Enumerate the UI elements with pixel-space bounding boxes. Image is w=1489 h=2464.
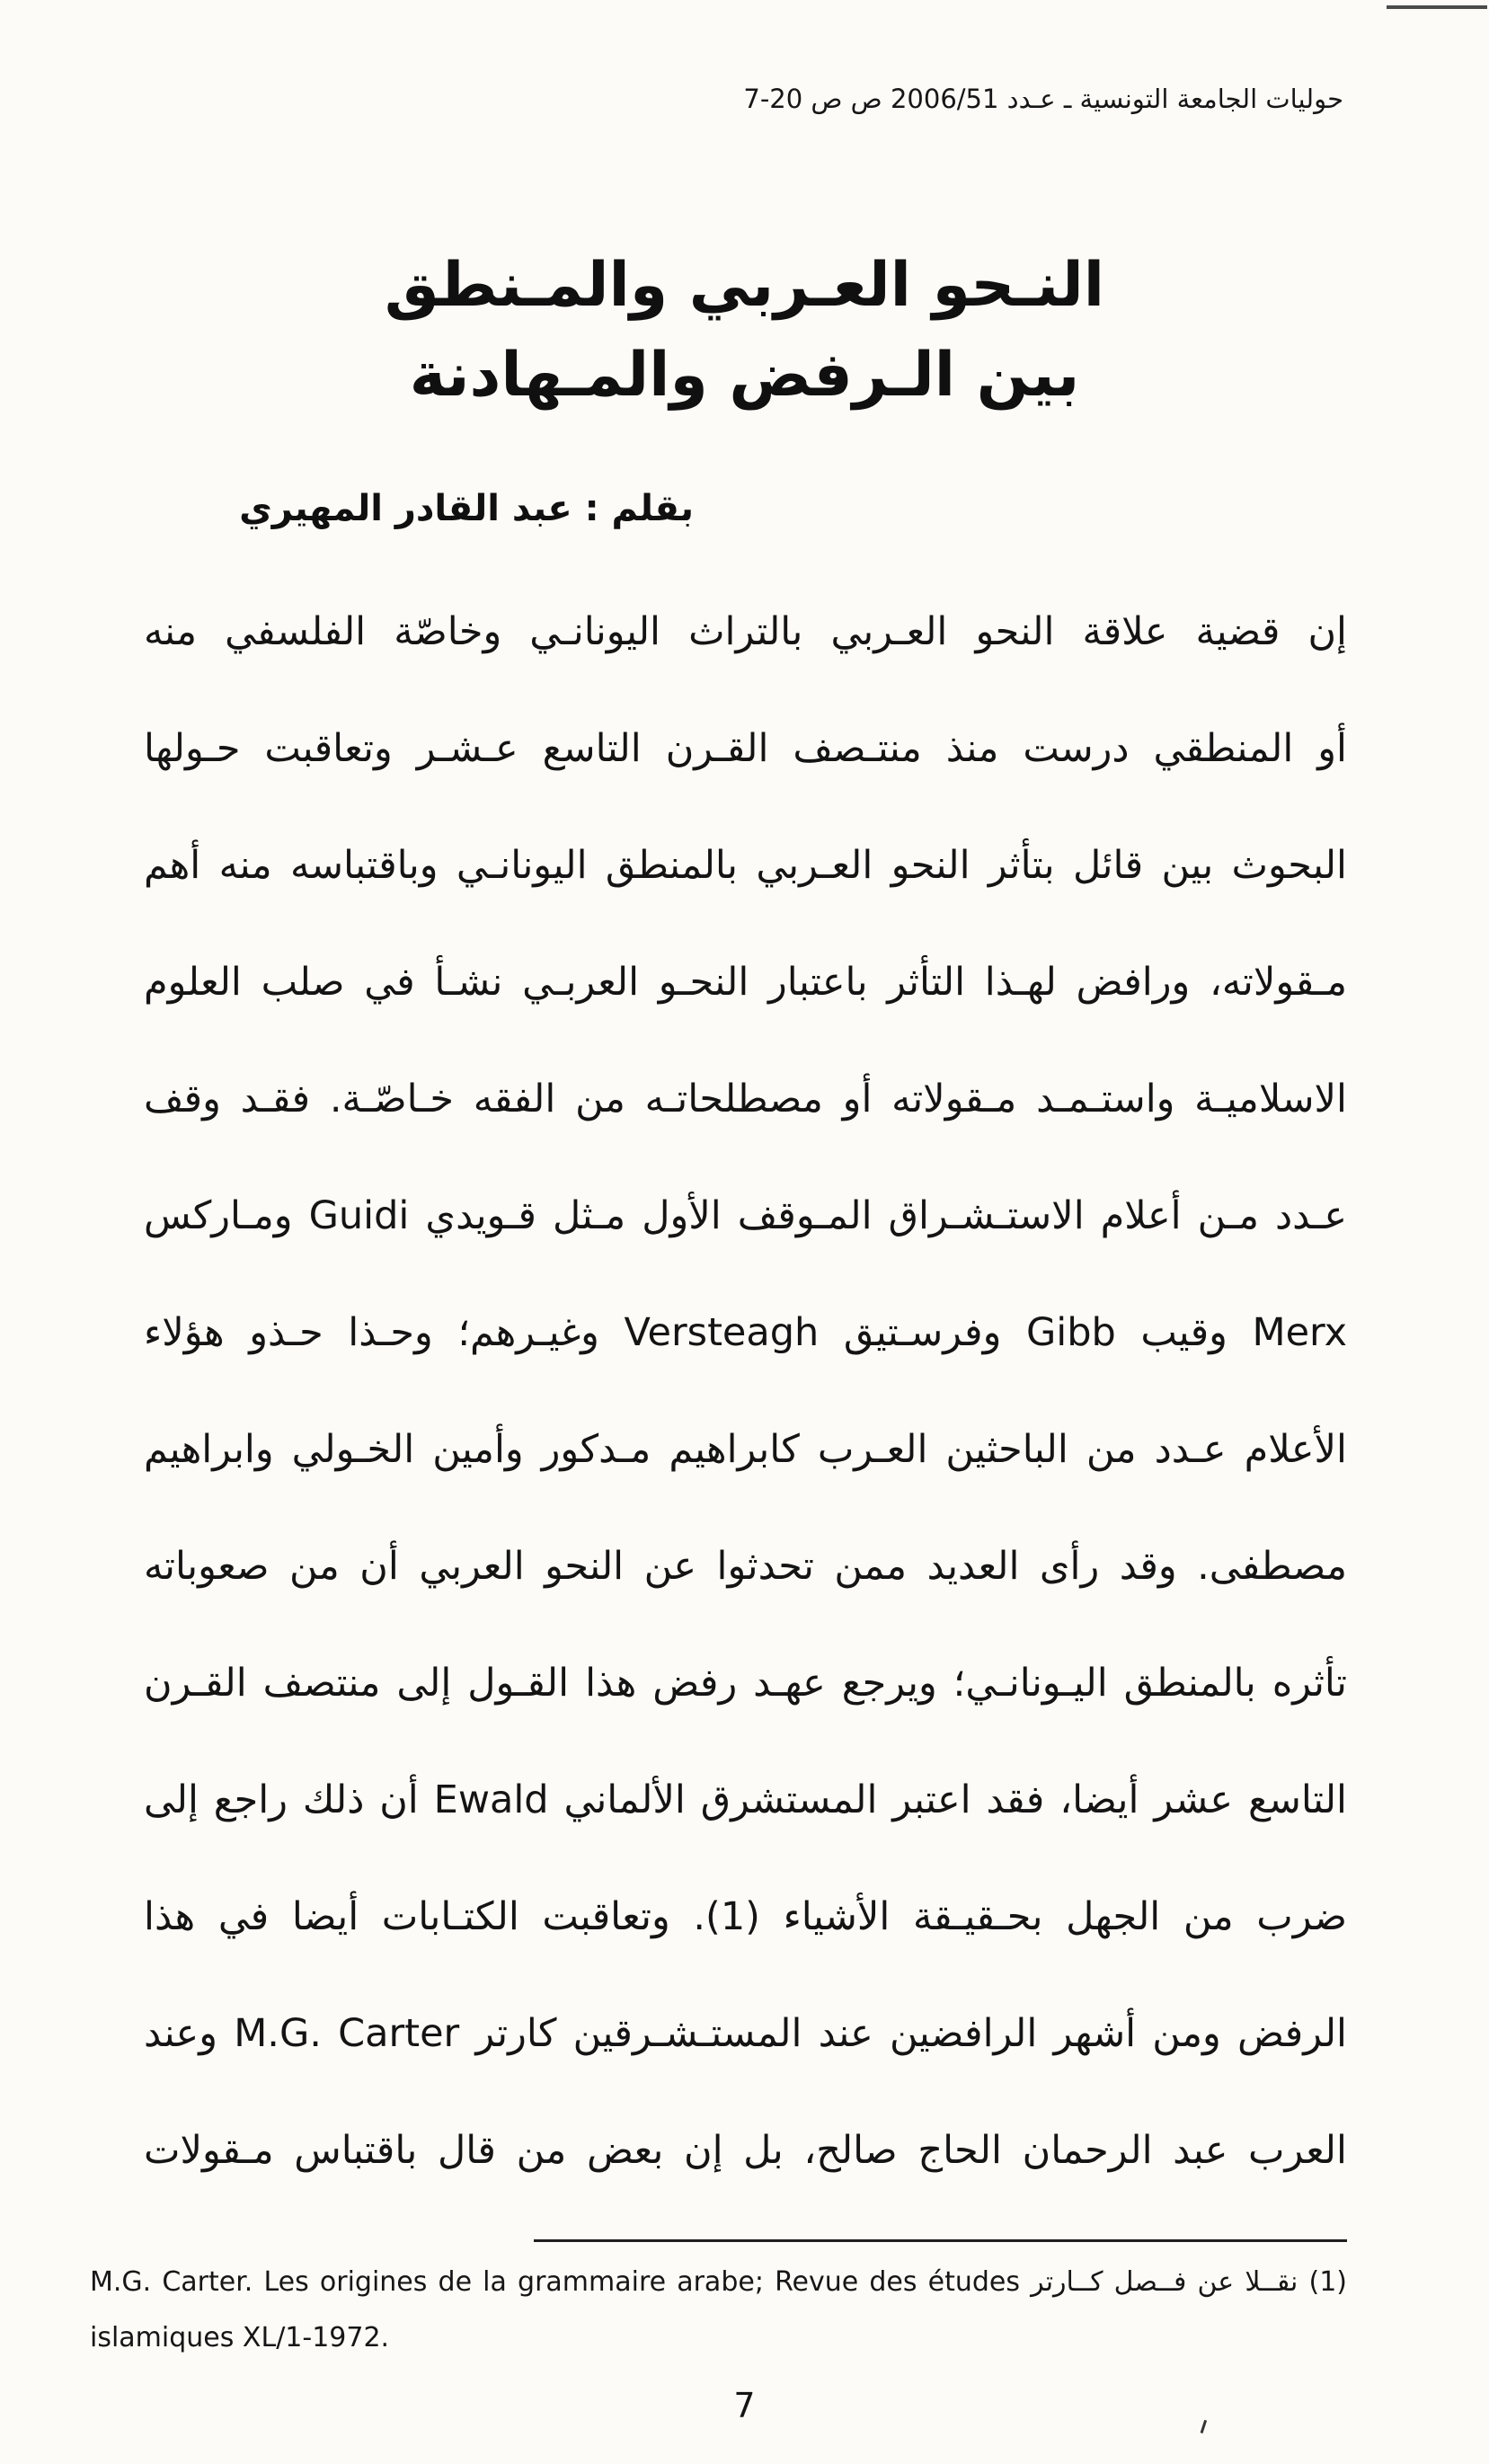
body-text-line: Merx وقيب Gibb وفرسـتيق Versteagh وغيـرهم؛ وحـذا حـذو هؤلاء bbox=[144, 1310, 1348, 1355]
body-text-line: عـدد مـن أعلام الاستـشـراق المـوقف الأول مـثل قـويدي Guidi ومـاركس bbox=[144, 1193, 1347, 1238]
scan-artifact-line bbox=[1387, 5, 1487, 9]
journal-header: حوليات الجامعة التونسية ـ عـدد 2006/51 ص ص 20-7 bbox=[743, 84, 1343, 114]
body-text-line: العرب عبد الرحمان الحاج صالح، بل إن بعض من قال باقتباس مـقولات bbox=[144, 2128, 1347, 2173]
footnote-separator bbox=[534, 2239, 1347, 2242]
footnote bbox=[90, 2255, 1347, 2366]
body-text-line: التاسع عشر أيضا، فقد اعتبر المستشرق الألماني Ewald أن ذلك راجع إلى bbox=[144, 1777, 1347, 1822]
byline: بقلم : عبد القادر المهيري bbox=[239, 488, 694, 529]
body-text-line: أو المنطقي درست منذ منتـصف القـرن التاسع عـشـر وتعاقبت حـولها bbox=[144, 726, 1347, 771]
body-text-line: مصطفى. وقد رأى العديد ممن تحدثوا عن النحو العربي أن من صعوباته bbox=[144, 1544, 1347, 1589]
article-title bbox=[0, 241, 1489, 421]
body-text-line: الرفض ومن أشهر الرافضين عند المستـشـرقين كارتر M.G. Carter وعند bbox=[144, 2011, 1347, 2056]
body-text-line: تأثره بالمنطق اليـونانـي؛ ويرجع عهـد رفض هذا القـول إلى منتصف القـرن bbox=[144, 1661, 1347, 1706]
article-title-line2: بين الـرفض والمـهادنة bbox=[409, 340, 1080, 411]
page-number: 7 bbox=[733, 2386, 756, 2425]
footnote-line-2: islamiques XL/1-1972. bbox=[90, 2322, 390, 2353]
body-text-line: الاسلاميـة واستـمـد مـقولاته أو مصطلحاتـه من الفقه خـاصّـة. فقـد وقف bbox=[144, 1077, 1347, 1121]
body-text-line: ضرب من الجهل بحـقيـقة الأشياء (1). وتعاقبت الكتـابات أيضا في هذا bbox=[144, 1894, 1347, 1939]
article-body bbox=[144, 573, 1347, 2209]
body-text-line: إن قضية علاقة النحو العـربي بالتراث اليونانـي وخاصّة الفلسفي منه bbox=[144, 609, 1347, 654]
article-title-line1: النـحو العـربي والمـنطق bbox=[384, 250, 1105, 321]
body-text-line: مـقولاته، ورافض لهـذا التأثر باعتبار النحـو العربـي نشـأ في صلب العلوم bbox=[144, 960, 1347, 1005]
body-text-line: البحوث بين قائل بتأثر النحو العـربي بالمنطق اليونانـي وباقتباسه منه أهم bbox=[144, 843, 1347, 888]
body-text-line: الأعلام عـدد من الباحثين العـرب كابراهيم مـدكور وأمين الخـولي وابراهيم bbox=[144, 1427, 1347, 1472]
footnote-line-1: (1) نقــلا عن فــصل كــارتر M.G. Carter. Les origines de la grammaire arabe; Revue des études bbox=[90, 2266, 1348, 2298]
